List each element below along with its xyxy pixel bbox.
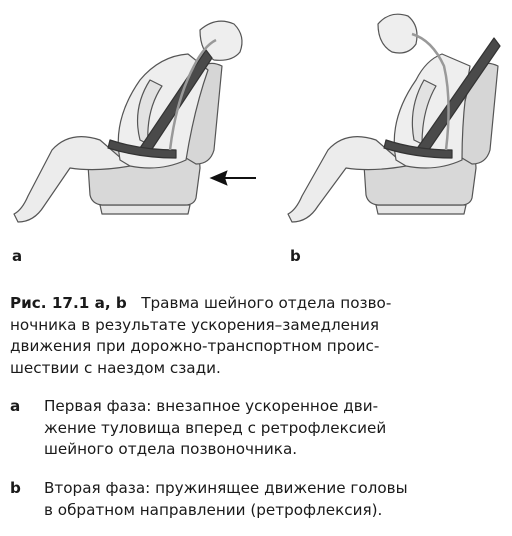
caption-line-2: ночника в результате ускорения–замедления [10, 315, 379, 334]
illustration-phase-a [0, 0, 256, 250]
item-letter-b: b [10, 479, 21, 497]
item-text-a [44, 396, 504, 461]
caption-text: Травма шейного отдела позво- [141, 294, 392, 312]
item-b-line-2: в обратном направлении (ретрофлексия). [44, 500, 383, 519]
caption-line-3: движения при дорожно-транспортном проис- [10, 337, 380, 355]
seat-base [376, 205, 466, 214]
item-text-b [44, 478, 504, 521]
illustration-phase-b [256, 0, 512, 250]
item-a-line-2: жение туловища вперед с ретрофлексией [44, 418, 387, 437]
panel-label-b: b [290, 247, 301, 265]
panel-label-a: a [12, 247, 23, 265]
caption-line-1 [10, 293, 504, 315]
force-arrow [212, 172, 256, 184]
item-b-line-1: Вторая фаза: пружинящее движение головы [44, 479, 408, 497]
item-letter-a: a [10, 397, 21, 415]
item-a-line-3: шейного отдела позвоночника. [44, 440, 298, 458]
occupant-head [378, 14, 417, 53]
figure-caption [10, 293, 504, 379]
figure-number: Рис. 17.1 a, b [10, 294, 127, 312]
seat-base [100, 205, 190, 214]
caption-line-4: шествии с наездом сзади. [10, 358, 221, 377]
item-a-line-1: Первая фаза: внезапное ускоренное дви- [44, 397, 379, 415]
